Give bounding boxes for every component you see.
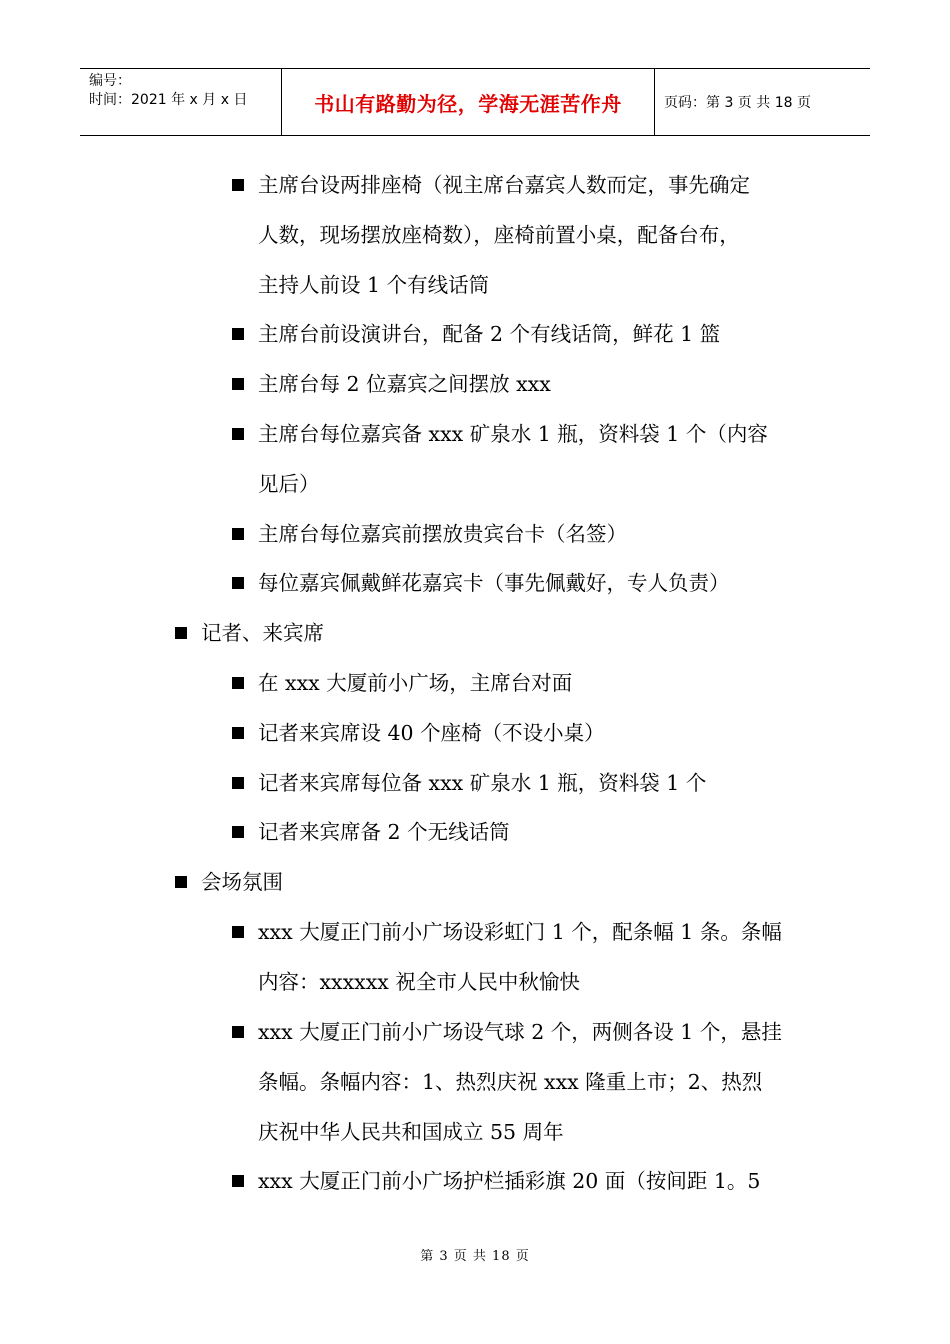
list-bullet <box>232 528 244 540</box>
list-item: 在 xxx 大厦前小广场，主席台对面 <box>258 671 573 695</box>
list-bullet <box>232 926 244 938</box>
list-bullet <box>232 777 244 789</box>
list-item: 主席台前设演讲台，配备 2 个有线话筒，鲜花 1 篮 <box>258 322 721 347</box>
header-motto: 书山有路勤为径，学海无涯苦作舟 <box>282 69 655 135</box>
list-bullet <box>232 179 244 191</box>
header-page-info: 页码：第 3 页 共 18 页 <box>664 95 811 111</box>
header-meta <box>80 69 282 135</box>
page-footer: 第 3 页 共 18 页 <box>420 1249 530 1264</box>
list-bullet <box>232 727 244 739</box>
list-bullet <box>232 1026 244 1038</box>
list-item: 记者来宾席备 2 个无线话筒 <box>258 820 510 845</box>
doc-number-label: 编号： <box>89 73 131 89</box>
list-bullet <box>175 876 187 888</box>
list-item: 主席台每 2 位嘉宾之间摆放 xxx <box>258 372 551 397</box>
list-bullet <box>232 328 244 340</box>
list-item: xxx 大厦正门前小广场设彩虹门 1 个，配条幅 1 条。条幅 内容：xxxxxx 祝全市人民中秋愉快 <box>258 920 782 994</box>
list-bullet <box>232 428 244 440</box>
list-bullet <box>175 627 187 639</box>
list-item: 主席台每位嘉宾备 xxx 矿泉水 1 瓶，资料袋 1 个（内容 见后） <box>258 422 768 496</box>
list-bullet <box>232 577 244 589</box>
list-item: xxx 大厦正门前小广场设气球 2 个，两侧各设 1 个，悬挂 条幅。条幅内容：1、热烈庆祝 xxx 隆重上市；2、热烈 庆祝中华人民共和国成立 55 周年 <box>258 1019 782 1144</box>
page-header <box>80 68 870 136</box>
list-item: 记者来宾席设 40 个座椅（不设小桌） <box>258 720 605 745</box>
list-item: 记者、来宾席 <box>201 621 324 646</box>
list-bullet <box>232 378 244 390</box>
list-item: 主席台每位嘉宾前摆放贵宾台卡（名签） <box>258 521 627 546</box>
doc-time-label: 时间：2021 年 x 月 x 日 <box>89 92 248 108</box>
list-item: xxx 大厦正门前小广场护栏插彩旗 20 面（按间距 1。5 <box>258 1169 761 1193</box>
list-item: 会场氛围 <box>201 870 283 895</box>
list-bullet <box>232 677 244 689</box>
list-item: 记者来宾席每位备 xxx 矿泉水 1 瓶，资料袋 1 个 <box>258 770 707 795</box>
list-item: 每位嘉宾佩戴鲜花嘉宾卡（事先佩戴好，专人负责） <box>258 571 730 596</box>
list-item: 主席台设两排座椅（视主席台嘉宾人数而定，事先确定 人数，现场摆放座椅数），座椅前置小桌，配备台布， 主持人前设 1 个有线话筒 <box>258 173 750 297</box>
list-bullet <box>232 826 244 838</box>
list-bullet <box>232 1175 244 1187</box>
